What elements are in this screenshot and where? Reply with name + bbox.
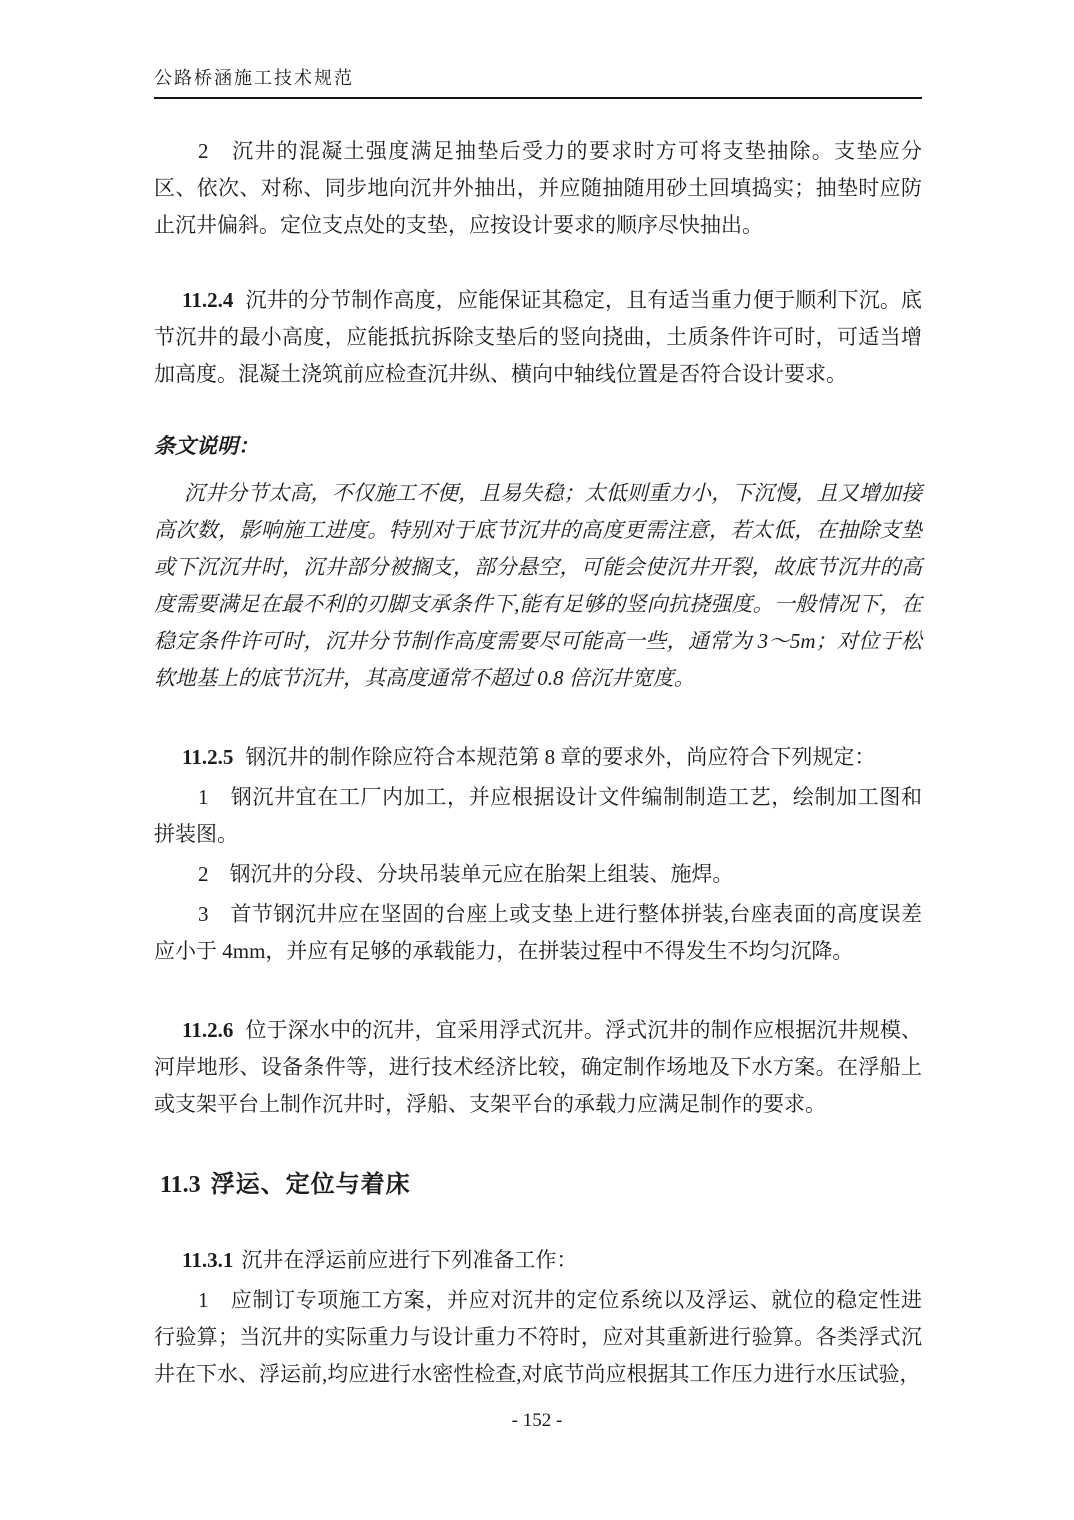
clause-11-2-5-item-2: 2 钢沉井的分段、分块吊装单元应在胎架上组装、施焊。 <box>198 862 734 886</box>
page-content <box>154 64 922 1393</box>
paragraph-item-2: 2 沉井的混凝土强度满足抽垫后受力的要求时方可将支垫抽除。支垫应分区、依次、对称、同步地向沉井外抽出，并应随抽随用砂土回填捣实；抽垫时应防止沉井偏斜。定位支点处的支垫，应按设计要求的顺序尽快抽出。 <box>154 139 922 237</box>
clause-text: 沉井在浮运前应进行下列准备工作： <box>241 1248 578 1272</box>
section-title: 浮运、定位与着床 <box>210 1171 411 1198</box>
commentary-paragraph: 沉井分节太高，不仅施工不便，且易失稳；太低则重力小，下沉慢，且又增加接高次数，影响施工进度。特别对于底节沉井的高度更需注意，若太低，在抽除支垫或下沉沉井时，沉井部分被搁支，部分悬空，可能会使沉井开裂，故底节沉井的高度需要满足在最不利的刃脚支承条件下,能有足够的竖向抗挠强度。一般情况下，在稳定条件许可时，沉井分节制作高度需要尽可能高一些，通常为 3～5m；对位于松软地基上的底节沉井，其高度通常不超过 0.8 倍沉井宽度。 <box>154 481 922 690</box>
commentary-label-text: 条文说明： <box>154 434 259 458</box>
clause-11-2-5 <box>154 739 922 776</box>
commentary-heading <box>154 428 922 465</box>
section-heading-11-3 <box>160 1168 922 1202</box>
document-title: 公路桥涵施工技术规范 <box>154 68 354 88</box>
clause-11-2-4 <box>154 282 922 393</box>
clause-text: 钢沉井的制作除应符合本规范第 8 章的要求外，尚应符合下列规定： <box>245 745 876 769</box>
clause-text: 位于深水中的沉井，宜采用浮式沉井。浮式沉井的制作应根据沉井规模、河岸地形、设备条件等，进行技术经济比较，确定制作场地及下水方案。在浮船上或支架平台上制作沉井时，浮船、支架平台的承载力应满足制作的要求。 <box>154 1018 922 1116</box>
clause-number: 11.2.6 <box>182 1018 234 1042</box>
clause-11-3-1-item-1: 1 应制订专项施工方案，并应对沉井的定位系统以及浮运、就位的稳定性进行验算；当沉井的实际重力与设计重力不符时，应对其重新进行验算。各类浮式沉井在下水、浮运前,均应进行水密性检查,对底节尚应根据其工作压力进行水压试验， <box>154 1288 922 1386</box>
clause-text: 沉井的分节制作高度，应能保证其稳定，且有适当重力便于顺利下沉。底节沉井的最小高度，应能抵抗拆除支垫后的竖向挠曲，土质条件许可时，可适当增加高度。混凝土浇筑前应检查沉井纵、横向中轴线位置是否符合设计要求。 <box>154 288 922 386</box>
page-footer <box>0 1410 1074 1432</box>
clause-number: 11.2.5 <box>182 745 234 769</box>
page-header <box>154 64 922 99</box>
clause-11-2-5-item-3: 3 首节钢沉井应在坚固的台座上或支垫上进行整体拼装,台座表面的高度误差应小于 4mm，并应有足够的承载能力，在拼装过程中不得发生不均匀沉降。 <box>154 902 922 963</box>
page-number: - 152 - <box>511 1410 563 1431</box>
clause-11-3-1 <box>154 1242 922 1279</box>
clause-11-2-5-item-1: 1 钢沉井宜在工厂内加工，并应根据设计文件编制制造工艺，绘制加工图和拼装图。 <box>154 785 922 846</box>
clause-number: 11.2.4 <box>182 288 234 312</box>
section-number: 11.3 <box>160 1172 201 1198</box>
clause-number: 11.3.1 <box>182 1248 234 1272</box>
clause-11-2-6 <box>154 1012 922 1123</box>
